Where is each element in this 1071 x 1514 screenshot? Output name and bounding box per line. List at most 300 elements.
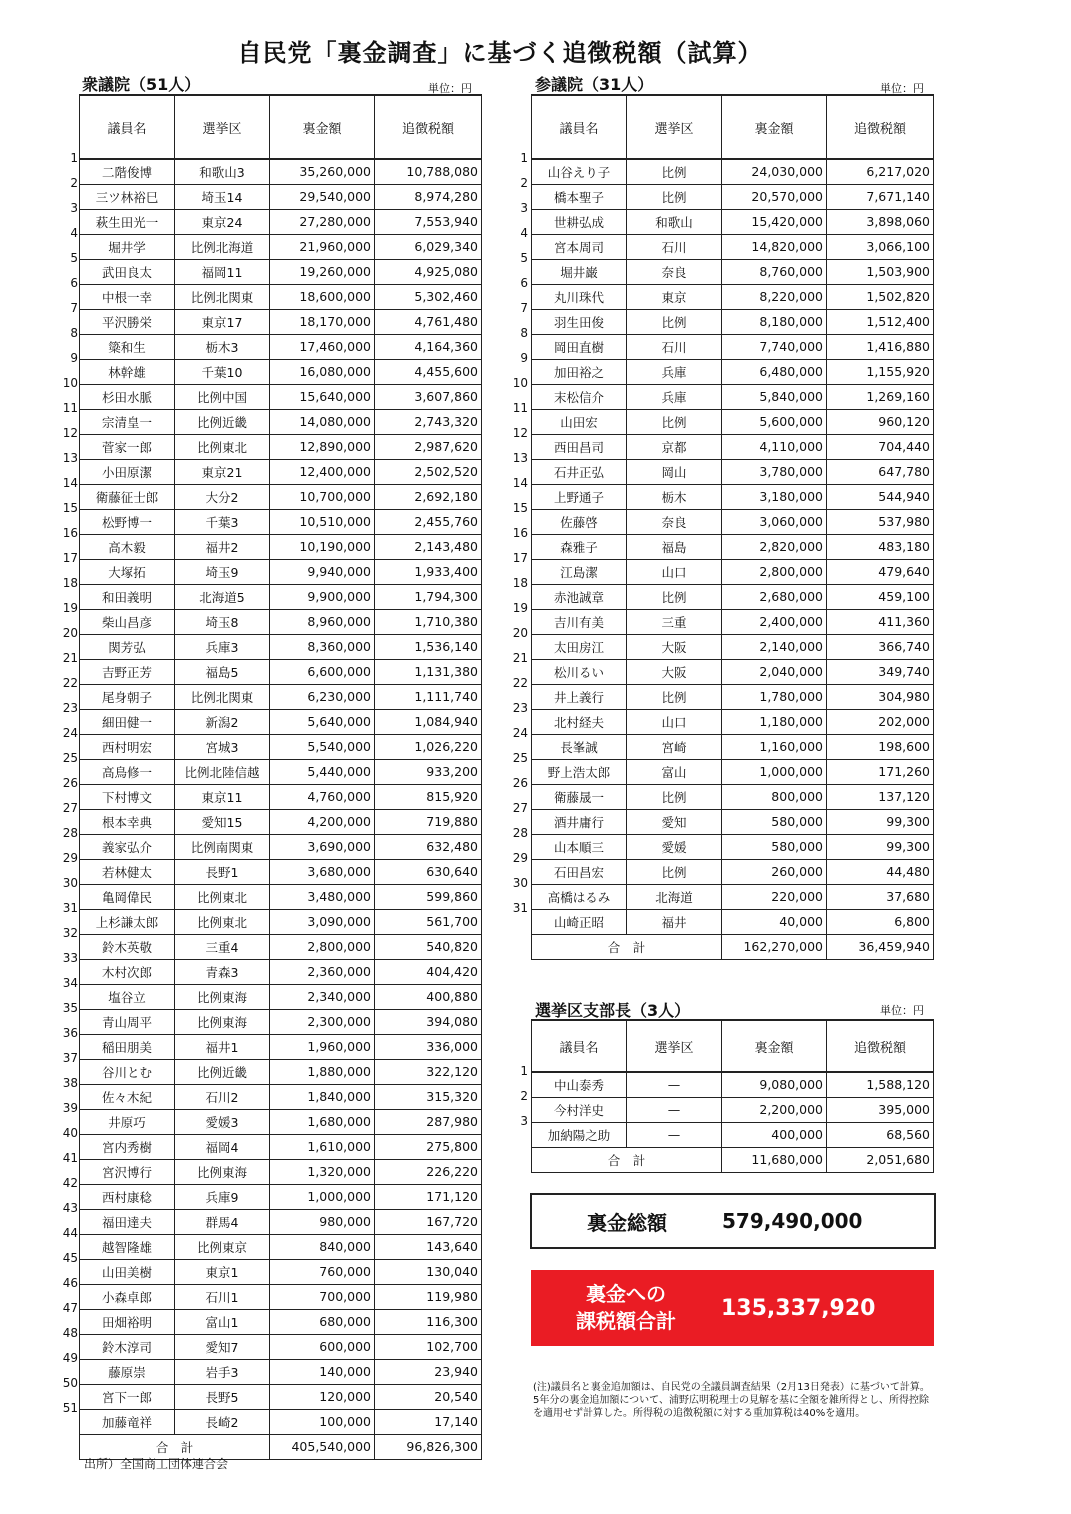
district-cell: 比例近畿: [175, 1059, 270, 1084]
district-cell: 三重: [627, 609, 722, 634]
header-name: 議員名: [532, 1020, 627, 1072]
total-label: 合 計: [80, 1434, 270, 1459]
member-name-cell: 菅家一郎: [80, 434, 175, 459]
district-cell: 比例: [627, 159, 722, 184]
tax-amount-cell: 7,553,940: [375, 209, 482, 234]
tax-amount-cell: 322,120: [375, 1059, 482, 1084]
row-index: 28: [512, 826, 528, 840]
member-name-cell: 高鳥修一: [80, 759, 175, 784]
member-name-cell: 加納陽之助: [532, 1122, 627, 1147]
member-name-cell: 堀井学: [80, 234, 175, 259]
row-index: 13: [512, 451, 528, 465]
table-row: [80, 359, 482, 384]
tax-amount-cell: 599,860: [375, 884, 482, 909]
tax-amount-cell: 304,980: [827, 684, 934, 709]
header-district: 選挙区: [627, 1020, 722, 1072]
row-index: 2: [520, 1089, 528, 1103]
total-label: 合 計: [532, 934, 722, 959]
tax-amount-cell: 404,420: [375, 959, 482, 984]
tax-amount-cell: 704,440: [827, 434, 934, 459]
table-row: [80, 884, 482, 909]
district-cell: 愛媛: [627, 834, 722, 859]
table-row: [532, 534, 934, 559]
slush-amount-cell: 7,740,000: [722, 334, 827, 359]
tax-amount-cell: 287,980: [375, 1109, 482, 1134]
grand-total-value: 579,490,000: [722, 1209, 863, 1233]
table-row: [80, 434, 482, 459]
table-row: [80, 609, 482, 634]
tax-amount-cell: 1,026,220: [375, 734, 482, 759]
member-name-cell: 上野通子: [532, 484, 627, 509]
slush-amount-cell: 760,000: [270, 1259, 375, 1284]
slush-amount-cell: 580,000: [722, 809, 827, 834]
tax-amount-cell: 37,680: [827, 884, 934, 909]
slush-amount-cell: 2,360,000: [270, 959, 375, 984]
slush-amount-cell: 27,280,000: [270, 209, 375, 234]
row-index: 30: [512, 876, 528, 890]
slush-amount-cell: 2,040,000: [722, 659, 827, 684]
slush-amount-cell: 1,840,000: [270, 1084, 375, 1109]
slush-amount-cell: 15,640,000: [270, 384, 375, 409]
district-cell: 山口: [627, 559, 722, 584]
member-name-cell: 福田達夫: [80, 1209, 175, 1234]
table-row: [80, 1059, 482, 1084]
slush-amount-cell: 2,400,000: [722, 609, 827, 634]
tax-amount-cell: 459,100: [827, 584, 934, 609]
table-row: [532, 1097, 934, 1122]
row-index: 36: [62, 1026, 78, 1040]
slush-amount-cell: 35,260,000: [270, 159, 375, 184]
row-index: 21: [62, 651, 78, 665]
member-name-cell: 丸川珠代: [532, 284, 627, 309]
row-index: 14: [512, 476, 528, 490]
tax-amount-cell: 130,040: [375, 1259, 482, 1284]
member-name-cell: 高木毅: [80, 534, 175, 559]
member-name-cell: 越智隆雄: [80, 1234, 175, 1259]
member-name-cell: 羽生田俊: [532, 309, 627, 334]
member-name-cell: 義家弘介: [80, 834, 175, 859]
member-name-cell: 岡田直樹: [532, 334, 627, 359]
table-row: [532, 759, 934, 784]
row-index: 2: [70, 176, 78, 190]
tax-amount-cell: 411,360: [827, 609, 934, 634]
table-row: [80, 1184, 482, 1209]
district-cell: 比例: [627, 859, 722, 884]
tax-total-box: [531, 1270, 934, 1346]
member-name-cell: 宮下一郎: [80, 1384, 175, 1409]
district-cell: 東京24: [175, 209, 270, 234]
table-row: [80, 784, 482, 809]
tax-amount-cell: 349,740: [827, 659, 934, 684]
table-row: [80, 184, 482, 209]
slush-amount-cell: 1,000,000: [270, 1184, 375, 1209]
table-row: [80, 484, 482, 509]
councillors-heading: 参議院（31人）: [535, 75, 654, 94]
row-index: 29: [62, 851, 78, 865]
slush-amount-cell: 10,510,000: [270, 509, 375, 534]
tax-amount-cell: 10,788,080: [375, 159, 482, 184]
row-index: 31: [62, 901, 78, 915]
table-row: [532, 734, 934, 759]
tax-amount-cell: 23,940: [375, 1359, 482, 1384]
table-row: [532, 659, 934, 684]
district-cell: —: [627, 1122, 722, 1147]
district-cell: 愛知: [627, 809, 722, 834]
table-row: [80, 584, 482, 609]
tax-amount-cell: 4,455,600: [375, 359, 482, 384]
member-name-cell: 山田宏: [532, 409, 627, 434]
footnote: (注)議員名と裏金追加額は、自民党の全議員調査結果（2月13日発表）に基づいて計算。5年分の裏金追加額について、浦野広明税理士の見解を基に全額を雑所得とし、所得控除を適用せず計算した。所得税の追徴税額に対する重加算税は40%を適用。: [533, 1382, 930, 1419]
district-cell: 北海道: [627, 884, 722, 909]
district-cell: 比例東北: [175, 884, 270, 909]
table-row: [80, 559, 482, 584]
total-label: 合 計: [532, 1147, 722, 1172]
table-row: [80, 1034, 482, 1059]
member-name-cell: 吉川有美: [532, 609, 627, 634]
member-name-cell: 松野博一: [80, 509, 175, 534]
tax-amount-cell: 1,503,900: [827, 259, 934, 284]
row-index: 17: [62, 551, 78, 565]
slush-amount-cell: 15,420,000: [722, 209, 827, 234]
member-name-cell: 石井正弘: [532, 459, 627, 484]
table-row: [80, 759, 482, 784]
table-row: [80, 1109, 482, 1134]
table-row: [80, 1259, 482, 1284]
row-index: 6: [70, 276, 78, 290]
table-row: [532, 709, 934, 734]
tax-amount-cell: 1,512,400: [827, 309, 934, 334]
slush-amount-cell: 2,140,000: [722, 634, 827, 659]
tax-amount-cell: 1,155,920: [827, 359, 934, 384]
row-index: 21: [512, 651, 528, 665]
slush-amount-cell: 14,820,000: [722, 234, 827, 259]
table-row: [80, 334, 482, 359]
district-cell: 石川2: [175, 1084, 270, 1109]
row-index: 26: [62, 776, 78, 790]
tax-amount-cell: 479,640: [827, 559, 934, 584]
district-cell: 三重4: [175, 934, 270, 959]
slush-amount-cell: 1,960,000: [270, 1034, 375, 1059]
district-cell: 比例南関東: [175, 834, 270, 859]
slush-amount-cell: 600,000: [270, 1334, 375, 1359]
header-district: 選挙区: [175, 95, 270, 159]
tax-amount-cell: 2,455,760: [375, 509, 482, 534]
member-name-cell: 堀井巌: [532, 259, 627, 284]
tax-amount-cell: 4,164,360: [375, 334, 482, 359]
table-row: [80, 659, 482, 684]
member-name-cell: 松川るい: [532, 659, 627, 684]
district-cell: —: [627, 1072, 722, 1097]
tax-amount-cell: 395,000: [827, 1097, 934, 1122]
total-amount: 11,680,000: [722, 1147, 827, 1172]
page-title: 自民党「裏金調査」に基づく追徴税額（試算）: [237, 39, 763, 67]
row-index: 40: [62, 1126, 78, 1140]
table-row: [532, 784, 934, 809]
district-cell: 福島5: [175, 659, 270, 684]
district-cell: 長野5: [175, 1384, 270, 1409]
slush-amount-cell: 1,320,000: [270, 1159, 375, 1184]
member-name-cell: 大塚拓: [80, 559, 175, 584]
row-index: 1: [70, 151, 78, 165]
row-index: 41: [62, 1151, 78, 1165]
member-name-cell: 山谷えり子: [532, 159, 627, 184]
member-name-cell: 杉田水脈: [80, 384, 175, 409]
row-index: 43: [62, 1201, 78, 1215]
district-cell: 長崎2: [175, 1409, 270, 1434]
district-cell: 福井2: [175, 534, 270, 559]
slush-amount-cell: 8,360,000: [270, 634, 375, 659]
member-name-cell: 野上浩太郎: [532, 759, 627, 784]
tax-amount-cell: 632,480: [375, 834, 482, 859]
district-cell: 群馬4: [175, 1209, 270, 1234]
slush-amount-cell: 5,540,000: [270, 734, 375, 759]
tax-amount-cell: 933,200: [375, 759, 482, 784]
tax-amount-cell: 815,920: [375, 784, 482, 809]
row-index: 18: [512, 576, 528, 590]
row-index: 38: [62, 1076, 78, 1090]
tax-total-label-line2: 課税額合計: [576, 1309, 676, 1333]
row-index: 4: [70, 226, 78, 240]
tax-amount-cell: 1,588,120: [827, 1072, 934, 1097]
row-index: 51: [62, 1401, 78, 1415]
slush-amount-cell: 6,600,000: [270, 659, 375, 684]
district-cell: 福島: [627, 534, 722, 559]
member-name-cell: 藤原崇: [80, 1359, 175, 1384]
table-row: [80, 909, 482, 934]
table-row: [80, 934, 482, 959]
house-table: [79, 94, 482, 1460]
table-row: [80, 984, 482, 1009]
member-name-cell: 西村康稔: [80, 1184, 175, 1209]
row-index: 1: [520, 151, 528, 165]
district-cell: 宮崎: [627, 734, 722, 759]
table-row: [80, 159, 482, 184]
district-cell: —: [627, 1097, 722, 1122]
slush-amount-cell: 18,170,000: [270, 309, 375, 334]
district-cell: 兵庫3: [175, 634, 270, 659]
row-index: 50: [62, 1376, 78, 1390]
tax-amount-cell: 198,600: [827, 734, 934, 759]
row-index: 11: [512, 401, 528, 415]
tax-amount-cell: 1,269,160: [827, 384, 934, 409]
row-index: 11: [62, 401, 78, 415]
tax-amount-cell: 6,029,340: [375, 234, 482, 259]
slush-amount-cell: 100,000: [270, 1409, 375, 1434]
slush-amount-cell: 8,960,000: [270, 609, 375, 634]
district-cell: 新潟2: [175, 709, 270, 734]
tax-amount-cell: 44,480: [827, 859, 934, 884]
slush-amount-cell: 3,060,000: [722, 509, 827, 534]
row-index: 6: [520, 276, 528, 290]
tax-amount-cell: 6,217,020: [827, 159, 934, 184]
row-index: 34: [62, 976, 78, 990]
slush-amount-cell: 12,400,000: [270, 459, 375, 484]
district-cell: 福岡11: [175, 259, 270, 284]
member-name-cell: 鈴木英敬: [80, 934, 175, 959]
member-name-cell: 田畑裕明: [80, 1309, 175, 1334]
tax-amount-cell: 2,987,620: [375, 434, 482, 459]
row-index: 20: [512, 626, 528, 640]
slush-amount-cell: 18,600,000: [270, 284, 375, 309]
table-row: [80, 1134, 482, 1159]
tax-amount-cell: 137,120: [827, 784, 934, 809]
row-index: 27: [62, 801, 78, 815]
table-row: [80, 259, 482, 284]
slush-amount-cell: 6,230,000: [270, 684, 375, 709]
district-cell: 東京21: [175, 459, 270, 484]
row-index: 23: [512, 701, 528, 715]
slush-amount-cell: 4,200,000: [270, 809, 375, 834]
slush-amount-cell: 9,900,000: [270, 584, 375, 609]
tax-amount-cell: 315,320: [375, 1084, 482, 1109]
slush-amount-cell: 21,960,000: [270, 234, 375, 259]
district-cell: 千葉3: [175, 509, 270, 534]
table-row: [532, 334, 934, 359]
row-index: 42: [62, 1176, 78, 1190]
slush-amount-cell: 980,000: [270, 1209, 375, 1234]
slush-amount-cell: 580,000: [722, 834, 827, 859]
slush-amount-cell: 1,160,000: [722, 734, 827, 759]
member-name-cell: 平沢勝栄: [80, 309, 175, 334]
table-row: [532, 209, 934, 234]
district-cell: 福岡4: [175, 1134, 270, 1159]
tax-amount-cell: 7,671,140: [827, 184, 934, 209]
district-cell: 奈良: [627, 509, 722, 534]
table-row: [80, 1159, 482, 1184]
slush-amount-cell: 3,680,000: [270, 859, 375, 884]
member-name-cell: 太田房江: [532, 634, 627, 659]
table-row: [80, 1409, 482, 1434]
district-cell: 山口: [627, 709, 722, 734]
member-name-cell: 三ツ林裕巳: [80, 184, 175, 209]
row-index: 9: [520, 351, 528, 365]
row-index: 10: [512, 376, 528, 390]
district-cell: 兵庫: [627, 384, 722, 409]
member-name-cell: 小森卓郎: [80, 1284, 175, 1309]
tax-amount-cell: 20,540: [375, 1384, 482, 1409]
tax-amount-cell: 202,000: [827, 709, 934, 734]
member-name-cell: 衛藤征士郎: [80, 484, 175, 509]
member-name-cell: 加藤竜祥: [80, 1409, 175, 1434]
slush-amount-cell: 3,690,000: [270, 834, 375, 859]
district-cell: 兵庫9: [175, 1184, 270, 1209]
district-cell: 埼玉8: [175, 609, 270, 634]
row-index: 45: [62, 1251, 78, 1265]
tax-amount-cell: 119,980: [375, 1284, 482, 1309]
header-tax: 追徴税額: [827, 1020, 934, 1072]
row-index: 12: [62, 426, 78, 440]
slush-amount-cell: 19,260,000: [270, 259, 375, 284]
header-name: 議員名: [80, 95, 175, 159]
tax-amount-cell: 336,000: [375, 1034, 482, 1059]
table-row: [532, 409, 934, 434]
table-row: [532, 234, 934, 259]
row-index: 9: [70, 351, 78, 365]
member-name-cell: 亀岡偉民: [80, 884, 175, 909]
tax-total-value: 135,337,920: [721, 1295, 876, 1321]
member-name-cell: 根本幸典: [80, 809, 175, 834]
tax-amount-cell: 4,761,480: [375, 309, 482, 334]
tax-amount-cell: 3,607,860: [375, 384, 482, 409]
district-cell: 東京1: [175, 1259, 270, 1284]
district-cell: 宮城3: [175, 734, 270, 759]
header-amount: 裏金額: [722, 1020, 827, 1072]
member-name-cell: 井上義行: [532, 684, 627, 709]
row-index: 4: [520, 226, 528, 240]
table-row: [532, 509, 934, 534]
table-row: [532, 1122, 934, 1147]
row-index: 26: [512, 776, 528, 790]
table-row: [80, 859, 482, 884]
row-index: 47: [62, 1301, 78, 1315]
member-name-cell: 細田健一: [80, 709, 175, 734]
row-index: 5: [520, 251, 528, 265]
header-amount: 裏金額: [722, 95, 827, 159]
member-name-cell: 二階俊博: [80, 159, 175, 184]
row-index: 12: [512, 426, 528, 440]
member-name-cell: 谷川とむ: [80, 1059, 175, 1084]
member-name-cell: 宮内秀樹: [80, 1134, 175, 1159]
row-index: 19: [62, 601, 78, 615]
member-name-cell: 和田義明: [80, 584, 175, 609]
table-row: [80, 284, 482, 309]
table-row: [80, 1284, 482, 1309]
member-name-cell: 佐藤啓: [532, 509, 627, 534]
slush-amount-cell: 2,820,000: [722, 534, 827, 559]
row-index: 20: [62, 626, 78, 640]
slush-amount-cell: 800,000: [722, 784, 827, 809]
slush-amount-cell: 3,090,000: [270, 909, 375, 934]
district-cell: 東京: [627, 284, 722, 309]
slush-amount-cell: 4,760,000: [270, 784, 375, 809]
member-name-cell: 宮沢博行: [80, 1159, 175, 1184]
total-row: [532, 934, 934, 959]
table-row: [532, 884, 934, 909]
row-index: 32: [62, 926, 78, 940]
tax-amount-cell: 1,084,940: [375, 709, 482, 734]
slush-amount-cell: 8,760,000: [722, 259, 827, 284]
table-row: [532, 1072, 934, 1097]
table-row: [532, 459, 934, 484]
district-cell: 比例東海: [175, 984, 270, 1009]
member-name-cell: 柴山昌彦: [80, 609, 175, 634]
district-cell: 埼玉14: [175, 184, 270, 209]
table-row: [532, 559, 934, 584]
slush-amount-cell: 8,180,000: [722, 309, 827, 334]
total-tax: 2,051,680: [827, 1147, 934, 1172]
slush-amount-cell: 400,000: [722, 1122, 827, 1147]
slush-amount-cell: 220,000: [722, 884, 827, 909]
member-name-cell: 関芳弘: [80, 634, 175, 659]
row-index: 8: [70, 326, 78, 340]
slush-amount-cell: 840,000: [270, 1234, 375, 1259]
tax-amount-cell: 540,820: [375, 934, 482, 959]
district-cell: 奈良: [627, 259, 722, 284]
slush-amount-cell: 12,890,000: [270, 434, 375, 459]
slush-amount-cell: 260,000: [722, 859, 827, 884]
row-index: 19: [512, 601, 528, 615]
table-row: [80, 834, 482, 859]
tax-amount-cell: 4,925,080: [375, 259, 482, 284]
table-row: [80, 1209, 482, 1234]
member-name-cell: 江島潔: [532, 559, 627, 584]
row-index: 1: [520, 1064, 528, 1078]
slush-amount-cell: 20,570,000: [722, 184, 827, 209]
district-cell: 長野1: [175, 859, 270, 884]
member-name-cell: 小田原潔: [80, 459, 175, 484]
row-index: 35: [62, 1001, 78, 1015]
district-cell: 栃木3: [175, 334, 270, 359]
